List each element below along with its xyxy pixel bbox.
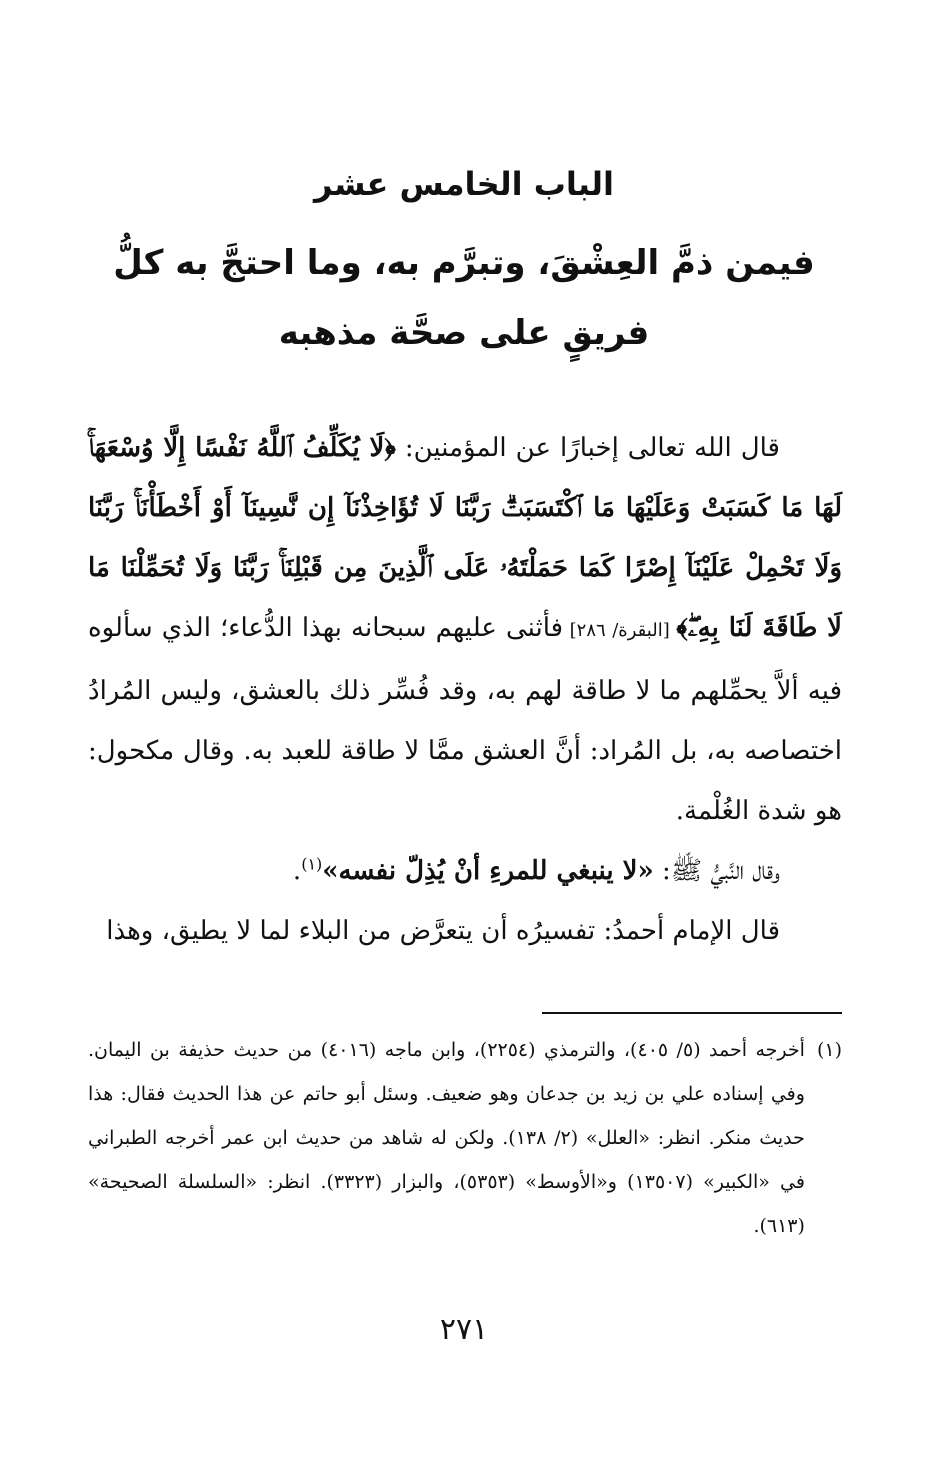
footnote-divider xyxy=(542,1012,842,1014)
footnotes xyxy=(88,1028,842,1248)
quran-verse: ﴿لَا يُكَلِّفُ ٱللَّهُ نَفْسًا إِلَّا وُسْعَهَاۚ لَهَا مَا كَسَبَتْ وَعَلَيْهَا مَا ٱكْتَسَبَتْۗ رَبَّنَا لَا تُؤَاخِذْنَآ إِن نَّسِينَآ أَوْ أَخْطَأْنَاۚ رَبَّنَا وَلَا تَحْمِلْ عَلَيْنَآ إِصْرًا كَمَا حَمَلْتَهُۥ عَلَى ٱلَّذِينَ مِن قَبْلِنَاۚ رَبَّنَا وَلَا تُحَمِّلْنَا مَا لَا طَاقَةَ لَنَا بِهِۦۖ﴾ xyxy=(88,433,842,643)
paragraph-commentary: فأثنى عليهم سبحانه بهذا الدُّعاء؛ الذي سألوه فيه ألاَّ يحمِّلهم ما لا طاقة لهم به، وقد فُسِّر ذلك بالعشق، وليس المُرادُ اختصاصه به، بل المُراد: أنَّ العشق ممَّا لا طاقة للعبد به. وقال مكحول: هو شدة الغُلْمة. xyxy=(88,613,842,826)
footnote-reference: (١) xyxy=(301,854,323,874)
verse-reference: [البقرة/ ٢٨٦] xyxy=(563,620,677,641)
chapter-label: الباب الخامس عشر xyxy=(314,165,614,203)
paragraph-hadith xyxy=(88,841,842,901)
footnote-number: (١) xyxy=(816,1039,842,1061)
page-number: ٢٧١ xyxy=(439,1312,489,1347)
paragraph-quran-verse xyxy=(88,418,842,841)
footnote-text: أخرجه أحمد (٥/ ٤٠٥)، والترمذي (٢٢٥٤)، وابن ماجه (٤٠١٦) من حديث حذيفة بن اليمان. وفي إسناده علي بن زيد بن جدعان وهو ضعيف. وسئل أبو حاتم عن هذا الحديث فقال: هذا حديث منكر. انظر: «العلل» (٢/ ١٣٨). ولكن له شاهد من حديث ابن عمر أخرجه الطبراني في «الكبير» (١٣٥٠٧) و«الأوسط» (٥٣٥٣)، والبزار (٣٣٢٣). انظر: «السلسلة الصحيحة» (٦١٣). xyxy=(88,1039,805,1237)
hadith-end: . xyxy=(292,856,302,886)
footnote-item xyxy=(88,1028,842,1248)
paragraph-imam-ahmad: قال الإمام أحمدُ: تفسيرُه أن يتعرَّض من البلاء لما لا يطيق، وهذا xyxy=(106,916,780,946)
paragraph-intro: قال الله تعالى إخبارًا عن المؤمنين: xyxy=(395,433,780,463)
hadith-quote: «لا ينبغي للمرءِ أنْ يُذِلّ نفسه» xyxy=(322,856,654,886)
hadith-intro: وقال النَّبيُّ ﷺ: xyxy=(653,856,780,886)
main-text xyxy=(88,418,842,961)
chapter-title: فيمن ذمَّ العِشْقَ، وتبرَّم به، وما احتجَّ به كلُّ فريقٍ على صحَّة مذهبه xyxy=(113,243,815,353)
